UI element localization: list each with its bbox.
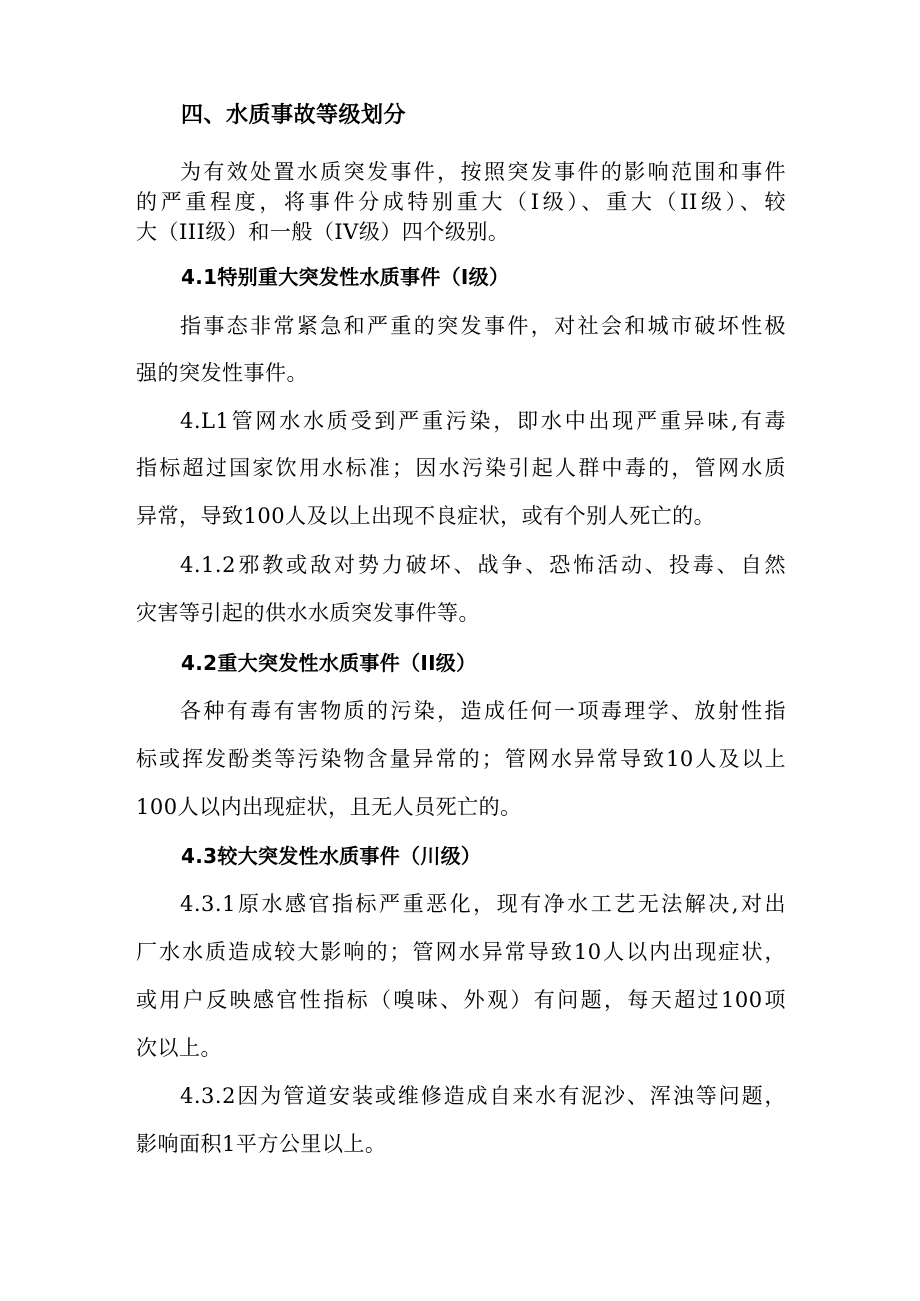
clause-4-1-1-line-1: 4.L1管网水水质受到严重污染，即水中出现严重异味,有毒 bbox=[180, 409, 786, 433]
intro-line-2: 的严重程度，将事件分成特别重大（I级）、重大（II级）、较 bbox=[136, 190, 786, 214]
heading-4-3: 4.3较大突发性水质事件（川级） bbox=[181, 844, 482, 868]
s41-desc-line-2: 强的突发性事件。 bbox=[136, 361, 308, 385]
clause-4-3-1-line-4: 次以上。 bbox=[136, 1036, 222, 1060]
intro-line-1: 为有效处置水质突发事件，按照突发事件的影响范围和事件 bbox=[180, 160, 786, 184]
clause-4-1-2-line-1: 4.1.2邪教或敌对势力破坏、战争、恐怖活动、投毒、自然 bbox=[180, 553, 786, 577]
section-title: 四、水质事故等级划分 bbox=[181, 103, 407, 128]
s41-desc-line-1: 指事态非常紧急和严重的突发事件，对社会和城市破坏性极 bbox=[180, 314, 786, 338]
clause-4-3-1-line-1: 4.3.1原水感官指标严重恶化，现有净水工艺无法解决,对出 bbox=[180, 892, 786, 916]
clause-4-3-2-line-2: 影响面积1平方公里以上。 bbox=[136, 1132, 387, 1156]
clause-4-3-1-line-3: 或用户反映感官性指标（嗅味、外观）有问题，每天超过100项 bbox=[136, 988, 786, 1012]
s42-desc-line-1: 各种有毒有害物质的污染，造成任何一项毒理学、放射性指 bbox=[180, 699, 786, 723]
clause-4-1-1-line-3: 异常，导致100人及以上出现不良症状，或有个别人死亡的。 bbox=[136, 504, 716, 528]
s42-desc-line-2: 标或挥发酚类等污染物含量异常的；管网水异常导致10人及以上 bbox=[136, 747, 786, 771]
clause-4-3-1-line-2: 厂水水质造成较大影响的；管网水异常导致10人以内出现症状， bbox=[136, 940, 786, 964]
clause-4-1-1-line-2: 指标超过国家饮用水标准；因水污染引起人群中毒的，管网水质 bbox=[136, 456, 786, 480]
heading-4-1: 4.1特别重大突发性水质事件（I级） bbox=[181, 265, 510, 289]
clause-4-3-2-line-1: 4.3.2因为管道安装或维修造成自来水有泥沙、浑浊等问题， bbox=[180, 1084, 786, 1108]
intro-line-3: 大（III级）和一般（IV级）四个级别。 bbox=[136, 220, 510, 244]
s42-desc-line-3: 100人以内出现症状，且无人员死亡的。 bbox=[136, 795, 522, 819]
heading-4-2: 4.2重大突发性水质事件（II级） bbox=[181, 651, 477, 675]
clause-4-1-2-line-2: 灾害等引起的供水水质突发事件等。 bbox=[136, 601, 480, 625]
